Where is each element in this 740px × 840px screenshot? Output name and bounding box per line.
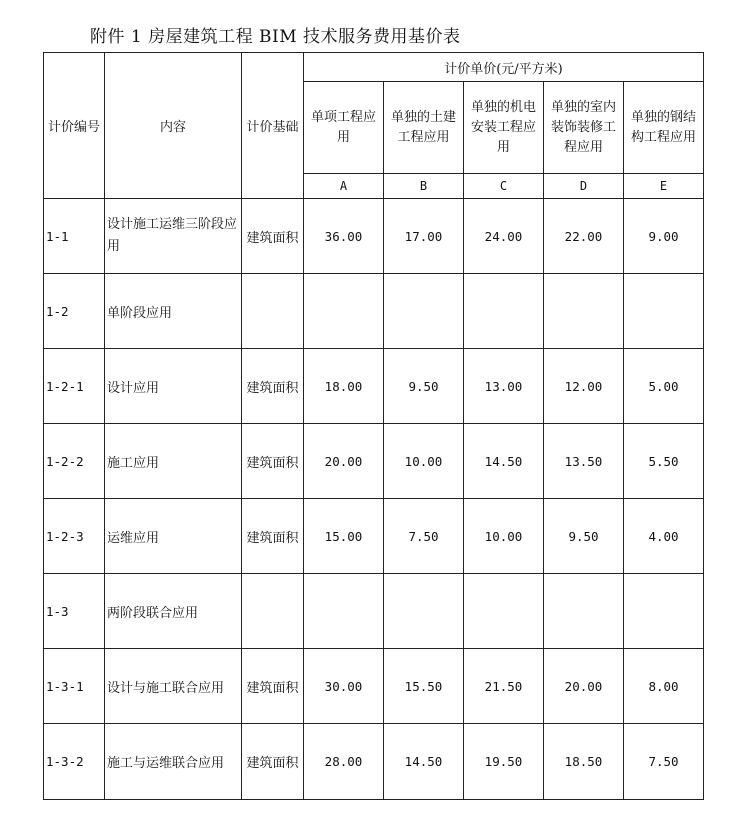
header-unit-price: 计价单价(元/平方米)	[304, 53, 704, 82]
row-value-d: 18.50	[544, 724, 624, 800]
row-value-d	[544, 574, 624, 649]
row-content: 单阶段应用	[105, 274, 242, 349]
row-value-b: 14.50	[384, 724, 464, 800]
row-value-e	[624, 574, 704, 649]
header-letter-b: B	[384, 174, 464, 199]
row-value-c: 24.00	[464, 199, 544, 274]
header-letter-e: E	[624, 174, 704, 199]
row-value-c: 21.50	[464, 649, 544, 724]
row-value-a: 30.00	[304, 649, 384, 724]
row-content: 设计与施工联合应用	[105, 649, 242, 724]
table-row	[44, 274, 704, 349]
table-row	[44, 649, 704, 724]
row-value-c: 19.50	[464, 724, 544, 800]
row-value-c: 10.00	[464, 499, 544, 574]
row-code: 1-2-1	[44, 349, 105, 424]
header-sub-e: 单独的钢结构工程应用	[624, 82, 704, 174]
header-sub-a: 单项工程应用	[304, 82, 384, 174]
row-code: 1-2-2	[44, 424, 105, 499]
row-value-a: 36.00	[304, 199, 384, 274]
row-basis: 建筑面积	[242, 499, 304, 574]
document-title: 附件 1 房屋建筑工程 BIM 技术服务费用基价表	[90, 27, 461, 47]
row-value-a: 18.00	[304, 349, 384, 424]
table-row	[44, 499, 704, 574]
header-code: 计价编号	[44, 53, 105, 199]
row-value-a: 20.00	[304, 424, 384, 499]
row-value-a: 28.00	[304, 724, 384, 800]
header-sub-d: 单独的室内装饰装修工程应用	[544, 82, 624, 174]
row-value-e: 9.00	[624, 199, 704, 274]
table-row	[44, 199, 704, 274]
row-value-d: 13.50	[544, 424, 624, 499]
table-row	[44, 424, 704, 499]
header-letter-c: C	[464, 174, 544, 199]
row-value-b: 10.00	[384, 424, 464, 499]
row-basis: 建筑面积	[242, 724, 304, 800]
row-value-c	[464, 274, 544, 349]
row-value-d: 9.50	[544, 499, 624, 574]
header-sub-c: 单独的机电安装工程应用	[464, 82, 544, 174]
row-value-b: 17.00	[384, 199, 464, 274]
row-value-b: 15.50	[384, 649, 464, 724]
row-value-a: 15.00	[304, 499, 384, 574]
row-value-e: 4.00	[624, 499, 704, 574]
row-basis	[242, 574, 304, 649]
row-value-c: 14.50	[464, 424, 544, 499]
row-code: 1-3-1	[44, 649, 105, 724]
row-value-c	[464, 574, 544, 649]
row-value-b: 9.50	[384, 349, 464, 424]
row-value-a	[304, 274, 384, 349]
row-code: 1-3	[44, 574, 105, 649]
row-value-e: 7.50	[624, 724, 704, 800]
row-content: 两阶段联合应用	[105, 574, 242, 649]
header-letter-a: A	[304, 174, 384, 199]
row-basis: 建筑面积	[242, 349, 304, 424]
row-code: 1-2-3	[44, 499, 105, 574]
row-value-a	[304, 574, 384, 649]
row-value-e: 5.50	[624, 424, 704, 499]
table-row	[44, 724, 704, 800]
table-row	[44, 349, 704, 424]
row-value-e: 5.00	[624, 349, 704, 424]
row-value-b	[384, 274, 464, 349]
header-content: 内容	[105, 53, 242, 199]
row-content: 施工与运维联合应用	[105, 724, 242, 800]
row-value-d: 20.00	[544, 649, 624, 724]
row-content: 设计应用	[105, 349, 242, 424]
row-basis: 建筑面积	[242, 424, 304, 499]
header-letter-d: D	[544, 174, 624, 199]
row-value-b	[384, 574, 464, 649]
header-basis: 计价基础	[242, 53, 304, 199]
row-value-c: 13.00	[464, 349, 544, 424]
row-code: 1-3-2	[44, 724, 105, 800]
row-content: 施工应用	[105, 424, 242, 499]
row-value-d: 22.00	[544, 199, 624, 274]
row-value-e	[624, 274, 704, 349]
row-basis	[242, 274, 304, 349]
row-value-d	[544, 274, 624, 349]
row-basis: 建筑面积	[242, 199, 304, 274]
row-value-b: 7.50	[384, 499, 464, 574]
row-basis: 建筑面积	[242, 649, 304, 724]
row-code: 1-1	[44, 199, 105, 274]
fee-table	[43, 52, 704, 800]
header-sub-b: 单独的土建工程应用	[384, 82, 464, 174]
table-row	[44, 574, 704, 649]
row-content: 运维应用	[105, 499, 242, 574]
row-value-e: 8.00	[624, 649, 704, 724]
row-code: 1-2	[44, 274, 105, 349]
row-value-d: 12.00	[544, 349, 624, 424]
row-content: 设计施工运维三阶段应用	[105, 199, 242, 274]
